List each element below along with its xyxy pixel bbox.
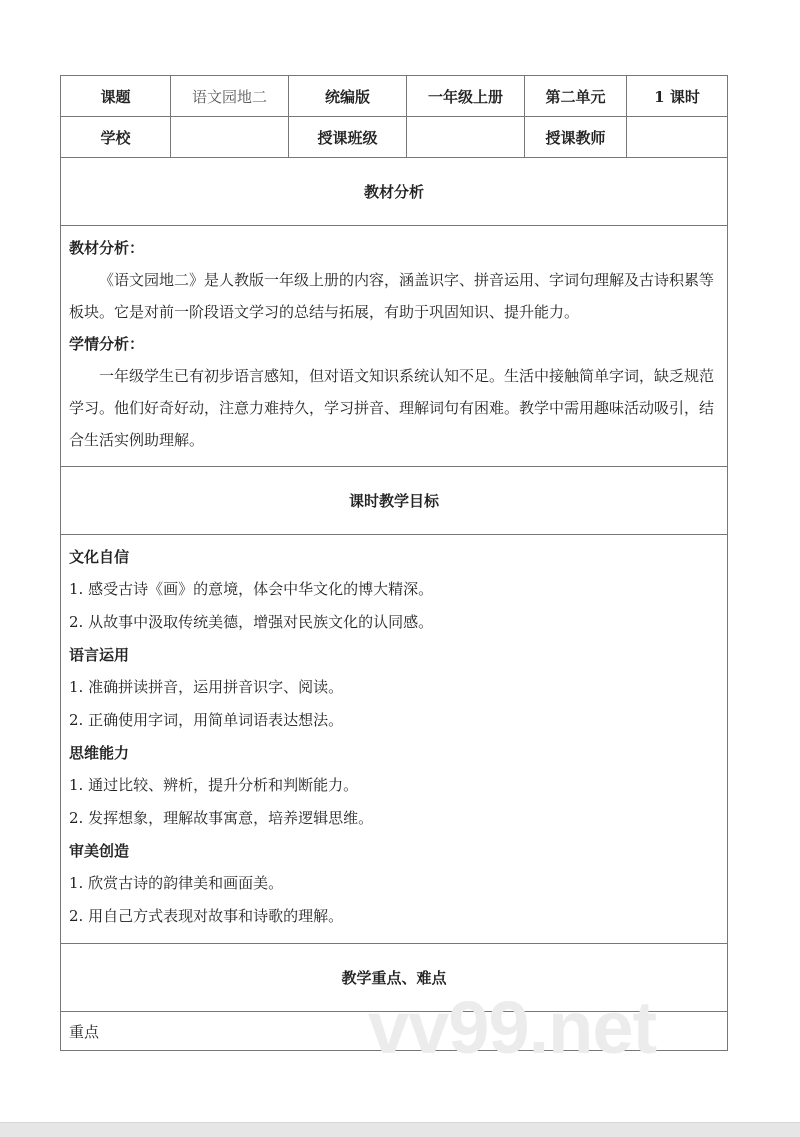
goal-group-title: 思维能力 [69,744,130,762]
cell-edition: 统编版 [289,76,407,117]
material-text: 《语文园地二》是人教版一年级上册的内容，涵盖识字、拼音运用、字词句理解及古诗积累等板块。它是对前一阶段语文学习的总结与拓展，有助于巩固知识、提升能力。 [69,271,715,321]
section-title-analysis: 教材分析 [61,158,728,226]
cell-class-value [407,117,525,158]
goal-item: 2. 从故事中汲取传统美德，增强对民族文化的认同感。 [69,613,434,631]
analysis-content [61,226,728,467]
goal-item: 1. 通过比较、辨析，提升分析和判断能力。 [69,776,359,794]
cell-class-label: 授课班级 [289,117,407,158]
goal-item: 1. 感受古诗《画》的意境，体会中华文化的博大精深。 [69,580,434,598]
cell-grade: 一年级上册 [407,76,525,117]
goal-group-title: 文化自信 [69,548,130,566]
goal-item: 1. 欣赏古诗的韵律美和画面美。 [69,874,284,892]
student-text: 一年级学生已有初步语言感知，但对语文知识系统认知不足。生活中接触简单字词，缺乏规范学习。他们好奇好动，注意力难持久，学习拼音、理解词句有困难。教学中需用趣味活动吸引，结合生活实例助理解。 [69,367,715,449]
goal-group-title: 语言运用 [69,646,130,664]
goal-item: 2. 发挥想象，理解故事寓意，培养逻辑思维。 [69,809,374,827]
cell-school-value [171,117,289,158]
cell-periods: 1 课时 [627,76,728,117]
goals-content [61,535,728,944]
student-label: 学情分析： [69,335,145,353]
cell-topic-value: 语文园地二 [171,76,289,117]
header-row-1 [61,76,728,117]
goal-group-title: 审美创造 [69,842,130,860]
section-title-keypoints: 教学重点、难点 [61,944,728,1012]
goal-item: 2. 正确使用字词，用简单词语表达想法。 [69,711,344,729]
cell-teacher-label: 授课教师 [525,117,627,158]
watermark: vv99.net [368,986,657,1069]
lesson-plan-table [60,75,728,1051]
cell-unit: 第二单元 [525,76,627,117]
keypoints-label: 重点 [61,1012,728,1051]
cell-topic-label: 课题 [61,76,171,117]
section-title-goals: 课时教学目标 [61,467,728,535]
material-label: 教材分析： [69,239,145,257]
cell-school-label: 学校 [61,117,171,158]
goal-item: 1. 准确拼读拼音，运用拼音识字、阅读。 [69,678,344,696]
bottom-bar [0,1122,800,1137]
header-row-2 [61,117,728,158]
cell-teacher-value [627,117,728,158]
goal-item: 2. 用自己方式表现对故事和诗歌的理解。 [69,907,344,925]
